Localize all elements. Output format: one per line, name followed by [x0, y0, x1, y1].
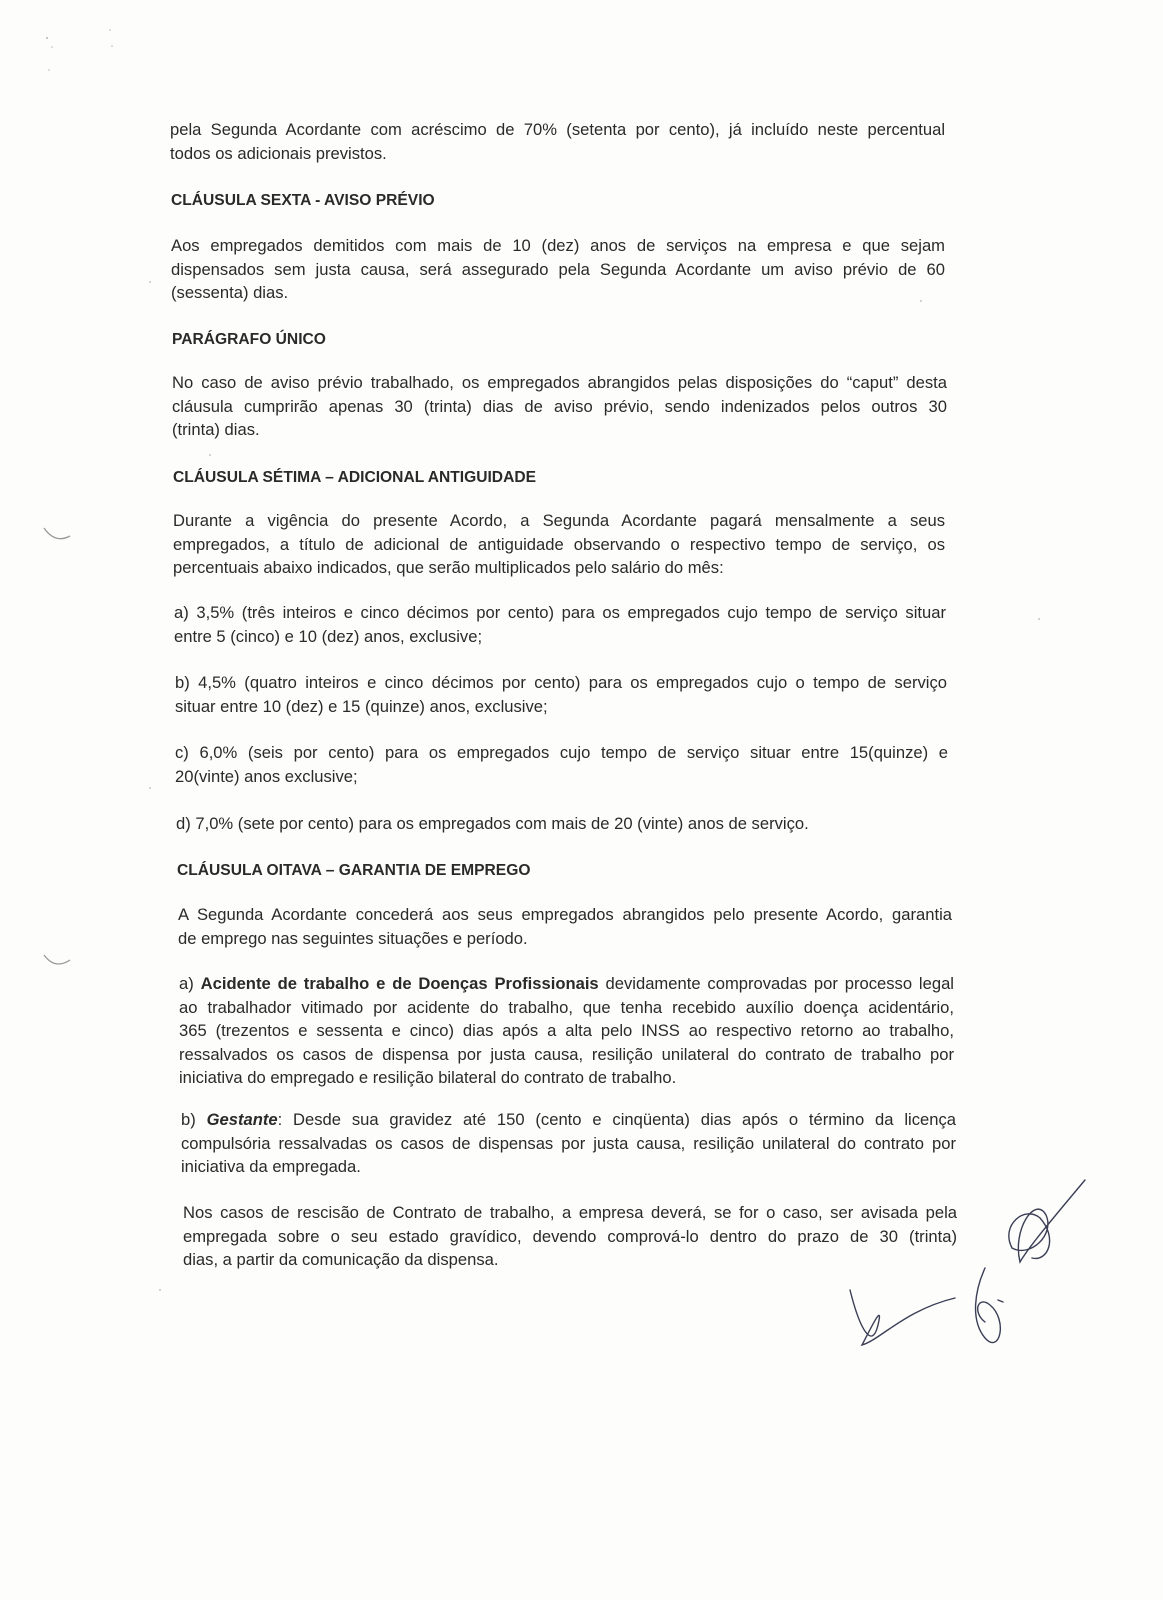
- speck: [149, 281, 151, 283]
- handwritten-initials: [850, 1180, 1085, 1345]
- speck: [209, 454, 211, 456]
- punch-hole-arc-lower: [44, 955, 70, 964]
- clause-8-item-a: a) Acidente de trabalho e de Doenças Profissionais devidamente comprovadas por processo legal ao trabalhador vitimado por acidente do trabalho, que tenha recebido auxílio doença acidentário, 365 (trezentos e sessenta e cinco) dias após a alta pelo INSS ao respectivo retorno ao trabalho, ressalvados os casos de dispensa por justa causa, resilição unilateral do contrato de trabalho por iniciativa do empregado e resilição bilateral do contrato de trabalho.: [179, 974, 954, 1087]
- paragrafo-unico-heading: PARÁGRAFO ÚNICO: [172, 331, 326, 348]
- clause-8-item-b: b) Gestante: Desde sua gravidez até 150 (cento e cinqüenta) dias após o término da licença compulsória ressalvadas os casos de dispensas por justa causa, resilição unilateral do contrato por iniciativa da empregada.: [181, 1110, 956, 1176]
- speck: [109, 29, 111, 31]
- clause-7-item-d: d) 7,0% (sete por cento) para os empregados com mais de 20 (vinte) anos de serviço.: [176, 814, 809, 833]
- clause-8-closing-paragraph: Nos casos de rescisão de Contrato de trabalho, a empresa deverá, se for o caso, ser avisada pela empregada sobre o seu estado gravídico, devendo comprová-lo dentro do prazo de 30 (trinta) dias, a partir da comunicação da dispensa.: [183, 1203, 957, 1269]
- punch-hole-arc-upper: [44, 528, 70, 539]
- speck: [149, 787, 151, 789]
- clause-7-item-a: a) 3,5% (três inteiros e cinco décimos por cento) para os empregados cujo tempo de serviço situar entre 5 (cinco) e 10 (dez) anos, exclusive;: [174, 603, 946, 646]
- clause-7-heading: CLÁUSULA SÉTIMA – ADICIONAL ANTIGUIDADE: [173, 469, 536, 486]
- speck: [1038, 618, 1040, 620]
- initials-mark-middle: [976, 1268, 1003, 1343]
- punch-hole-marks: [44, 528, 70, 964]
- speck: [159, 1289, 161, 1291]
- acidente-trabalho-term: Acidente de trabalho e de Doenças Profissionais: [200, 974, 599, 993]
- clause-8-intro: A Segunda Acordante concederá aos seus empregados abrangidos pelo presente Acordo, garantia de emprego nas seguintes situações e período.: [178, 905, 952, 948]
- paragrafo-unico-paragraph: No caso de aviso prévio trabalhado, os empregados abrangidos pelas disposições do “caput” desta cláusula cumprirão apenas 30 (trinta) dias de aviso prévio, sendo indenizados pelos outros 30 (trinta) dias.: [172, 373, 947, 439]
- intro-paragraph: pela Segunda Acordante com acréscimo de 70% (setenta por cento), já incluído neste percentual todos os adicionais previstos.: [170, 120, 945, 163]
- clause-7-item-c: c) 6,0% (seis por cento) para os empregados cujo tempo de serviço situar entre 15(quinze) e 20(vinte) anos exclusive;: [175, 743, 948, 786]
- speck: [920, 300, 922, 302]
- initials-mark-left: [850, 1290, 955, 1345]
- speck: [46, 37, 48, 39]
- clause-6-heading: CLÁUSULA SEXTA - AVISO PRÉVIO: [171, 192, 435, 209]
- clause-8-heading: CLÁUSULA OITAVA – GARANTIA DE EMPREGO: [177, 862, 531, 879]
- speck: [111, 45, 113, 47]
- clause-7-item-b: b) 4,5% (quatro inteiros e cinco décimos por cento) para os empregados cujo o tempo de serviço situar entre 10 (dez) e 15 (quinze) anos, exclusive;: [175, 673, 947, 716]
- initials-mark-right: [1009, 1180, 1085, 1262]
- gestante-term: Gestante: [206, 1110, 278, 1129]
- clause-7-intro: Durante a vigência do presente Acordo, a Segunda Acordante pagará mensalmente a seus empregados, a título de adicional de antiguidade observando o respectivo tempo de serviço, os percentuais abaixo indicados, que serão multiplicados pelo salário do mês:: [173, 511, 945, 577]
- speck: [48, 69, 50, 71]
- clause-6-paragraph: Aos empregados demitidos com mais de 10 (dez) anos de serviços na empresa e que sejam dispensados sem justa causa, será assegurado pela Segunda Acordante um aviso prévio de 60 (sessenta) dias.: [171, 236, 945, 302]
- speck: [51, 46, 53, 48]
- scan-specks: [46, 29, 1040, 1291]
